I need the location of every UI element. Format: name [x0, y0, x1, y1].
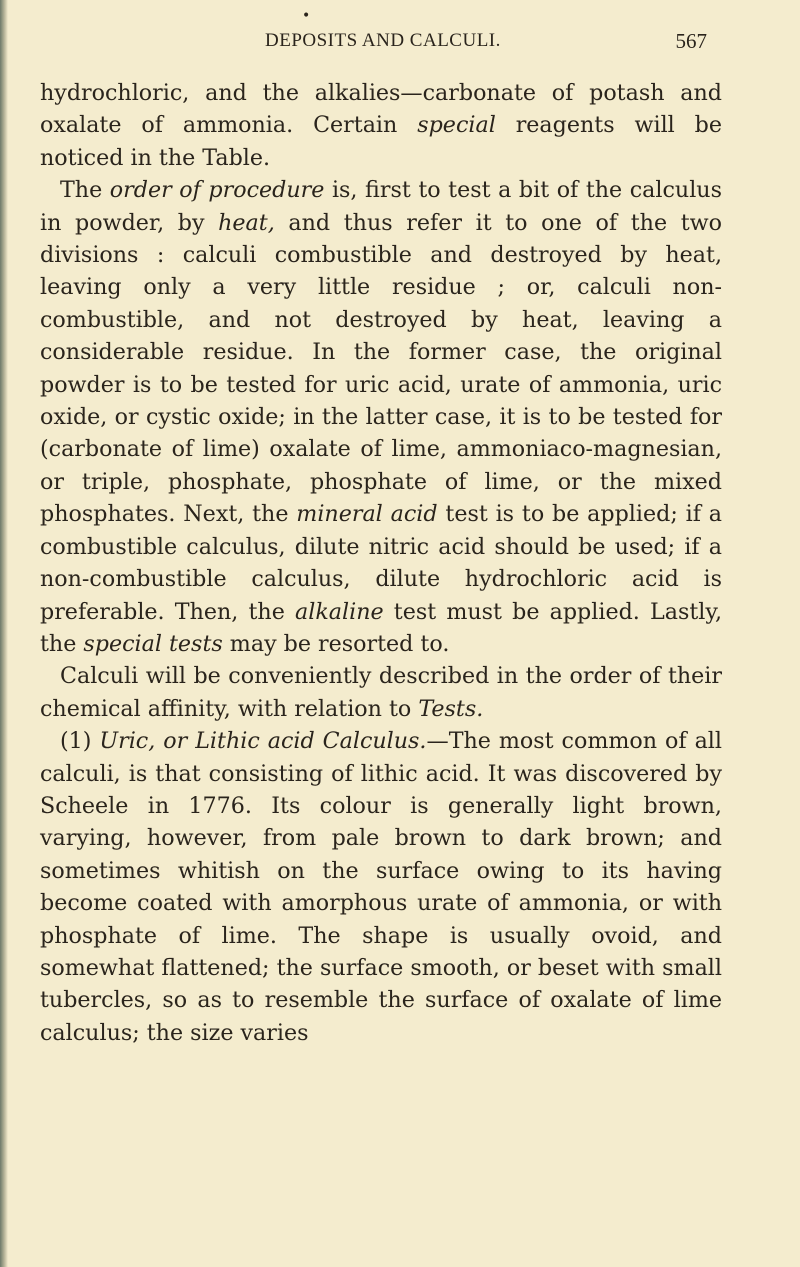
text-run: reagents will be noticed in the Table.: [40, 112, 722, 171]
text-run: (1): [60, 728, 100, 755]
italic-text: alkaline: [295, 598, 384, 625]
text-run: may be resorted to.: [222, 630, 450, 657]
italic-text: mineral acid: [296, 501, 438, 528]
italic-text: special: [417, 112, 496, 139]
paragraph: [40, 660, 722, 725]
text-run: and thus refer it to one of the two divisions : calculi combustible and destroyed by heat, leaving only a very little residue ; or, calculi non-combustible, and not destroyed by heat, leaving a considerable residue. In the former case, the original powder is to be tested for uric acid, urate of ammonia, uric oxide, or cystic oxide; in the latter case, it is to be tested for (carbonate of lime) oxalate of lime, ammoniaco-magnesian, or triple, phosphate, phosphate of lime, or the mixed phosphates. Next, the: [40, 209, 723, 528]
page-number: 567: [675, 29, 707, 53]
text-run: hydrochloric, and the alkalies—carbonate of potash and oxalate of ammonia. Certain: [40, 80, 722, 139]
italic-text: Uric, or Lithic acid Calculus.: [99, 728, 427, 755]
text-run: test is to be applied; if a combustible calculus, dilute nitric acid should be used; if a non-combustible calculus, dilute hydrochloric acid is preferable. Then, the: [40, 501, 722, 625]
header-marker: •: [302, 8, 311, 24]
italic-text: heat,: [218, 209, 275, 236]
italic-text: special tests: [83, 630, 223, 657]
italic-text: Tests.: [418, 695, 484, 722]
text-run: Calculi will be conveniently described in the order of their chemical affinity, with relation to: [40, 663, 722, 722]
text-run: is, first to test a bit of the calculus in powder, by: [40, 177, 722, 236]
running-title: DEPOSITS AND CALCULI.: [265, 30, 501, 51]
text-run: test must be applied. Lastly, the: [40, 598, 723, 657]
paragraph: [40, 77, 722, 174]
book-spine-shadow: [0, 0, 8, 1267]
italic-text: order of procedure: [109, 177, 325, 204]
text-run: The: [60, 177, 110, 204]
paragraph: [40, 174, 722, 660]
text-run: —The most common of all calculi, is that consisting of lithic acid. It was discovered by Scheele in 1776. Its colour is generally light brown, varying, however, from pale brown to dark brown; and sometimes whitish on the surface owing to its having become coated with amorphous urate of ammonia, or with phosphate of lime. The shape is usually ovoid, and somewhat flattened; the surface smooth, or beset with small tubercles, so as to resemble the surface of oxalate of lime calculus; the size varies: [40, 728, 722, 1046]
paragraph: [40, 725, 722, 1049]
body-text: [40, 77, 722, 1049]
